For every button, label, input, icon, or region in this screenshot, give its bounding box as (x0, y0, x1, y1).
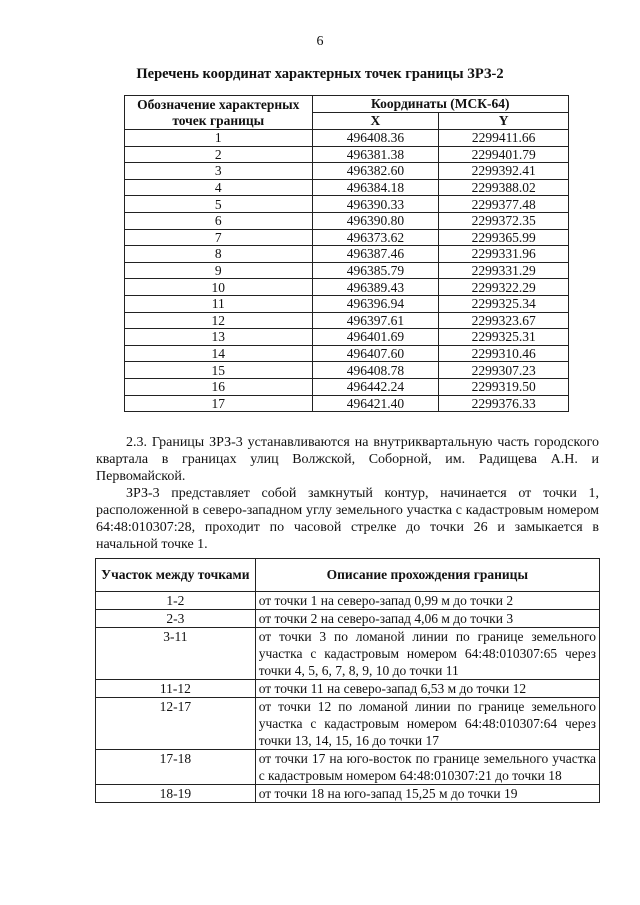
header-segment: Участок между точками (96, 559, 256, 592)
y-cell: 2299377.48 (439, 196, 569, 213)
point-cell: 7 (125, 229, 313, 246)
y-cell: 2299365.99 (439, 229, 569, 246)
table-row (125, 212, 569, 229)
table-row (125, 163, 569, 180)
x-cell: 496408.78 (312, 362, 439, 379)
table-row (96, 698, 600, 750)
point-cell: 6 (125, 212, 313, 229)
paragraph-zrz3-boundaries: 2.3. Границы ЗРЗ-3 устанавливаются на внутриквартальную часть городского квартала в границах улиц Волжской, Соборной, им. Радищева А.Н. и Первомайской. (96, 435, 599, 484)
segment-cell: 3-11 (96, 628, 256, 680)
y-cell: 2299372.35 (439, 212, 569, 229)
x-cell: 496382.60 (312, 163, 439, 180)
header-x: X (312, 113, 439, 130)
x-cell: 496421.40 (312, 395, 439, 412)
header-description: Описание прохождения границы (255, 559, 599, 592)
description-cell: от точки 3 по ломаной линии по границе земельного участка с кадастровым номером 64:48:010307:65 через точки 4, 5, 6, 7, 8, 9, 10 до точки 11 (255, 628, 599, 680)
y-cell: 2299392.41 (439, 163, 569, 180)
y-cell: 2299331.96 (439, 246, 569, 263)
table-row (125, 146, 569, 163)
description-cell: от точки 1 на северо-запад 0,99 м до точки 2 (255, 592, 599, 610)
table-row (96, 610, 600, 628)
x-cell: 496442.24 (312, 378, 439, 395)
point-cell: 3 (125, 163, 313, 180)
segment-cell: 11-12 (96, 680, 256, 698)
table-row (125, 345, 569, 362)
paragraph-zrz3-contour: ЗРЗ-3 представляет собой замкнутый контур, начинается от точки 1, расположенной в северо-западном углу земельного участка с кадастровым номером 64:48:010307:28, проходит по часовой стрелке до точки 26 и замыкается в начальной точке 1. (96, 486, 599, 552)
table-row (125, 179, 569, 196)
y-cell: 2299411.66 (439, 130, 569, 147)
coordinates-table-body (125, 130, 569, 412)
y-cell: 2299310.46 (439, 345, 569, 362)
x-cell: 496381.38 (312, 146, 439, 163)
table-row (125, 362, 569, 379)
point-cell: 2 (125, 146, 313, 163)
header-y: Y (439, 113, 569, 130)
table-row (125, 130, 569, 147)
table-row (96, 785, 600, 803)
x-cell: 496408.36 (312, 130, 439, 147)
segment-cell: 2-3 (96, 610, 256, 628)
x-cell: 496407.60 (312, 345, 439, 362)
point-cell: 1 (125, 130, 313, 147)
table-row (96, 680, 600, 698)
point-cell: 13 (125, 329, 313, 346)
x-cell: 496396.94 (312, 295, 439, 312)
segments-table-body (96, 592, 600, 803)
description-cell: от точки 2 на северо-запад 4,06 м до точки 3 (255, 610, 599, 628)
table-row (125, 279, 569, 296)
point-cell: 17 (125, 395, 313, 412)
x-cell: 496385.79 (312, 262, 439, 279)
segment-cell: 1-2 (96, 592, 256, 610)
coordinates-table (124, 95, 569, 412)
table-row (96, 628, 600, 680)
y-cell: 2299325.34 (439, 295, 569, 312)
y-cell: 2299331.29 (439, 262, 569, 279)
point-cell: 12 (125, 312, 313, 329)
table-row (125, 196, 569, 213)
segment-cell: 12-17 (96, 698, 256, 750)
y-cell: 2299401.79 (439, 146, 569, 163)
x-cell: 496390.80 (312, 212, 439, 229)
header-point: Обозначение характерных точек границы (125, 96, 313, 130)
boundary-segments-table (95, 558, 600, 803)
header-coordinates: Координаты (МСК-64) (312, 96, 568, 113)
x-cell: 496390.33 (312, 196, 439, 213)
x-cell: 496389.43 (312, 279, 439, 296)
table-row (125, 395, 569, 412)
x-cell: 496397.61 (312, 312, 439, 329)
point-cell: 10 (125, 279, 313, 296)
description-cell: от точки 18 на юго-запад 15,25 м до точки 19 (255, 785, 599, 803)
point-cell: 14 (125, 345, 313, 362)
coords-table-title: Перечень координат характерных точек границы ЗРЗ-2 (136, 66, 504, 82)
point-cell: 4 (125, 179, 313, 196)
table-row (125, 246, 569, 263)
table-row (125, 329, 569, 346)
table-row (125, 295, 569, 312)
point-cell: 9 (125, 262, 313, 279)
y-cell: 2299322.29 (439, 279, 569, 296)
x-cell: 496373.62 (312, 229, 439, 246)
table-row (125, 378, 569, 395)
table-row (125, 229, 569, 246)
page-number: 6 (316, 34, 324, 49)
x-cell: 496384.18 (312, 179, 439, 196)
y-cell: 2299376.33 (439, 395, 569, 412)
point-cell: 8 (125, 246, 313, 263)
description-cell: от точки 11 на северо-запад 6,53 м до точки 12 (255, 680, 599, 698)
y-cell: 2299307.23 (439, 362, 569, 379)
y-cell: 2299325.31 (439, 329, 569, 346)
point-cell: 16 (125, 378, 313, 395)
description-cell: от точки 12 по ломаной линии по границе земельного участка с кадастровым номером 64:48:010307:64 через точки 13, 14, 15, 16 до точки 17 (255, 698, 599, 750)
point-cell: 5 (125, 196, 313, 213)
y-cell: 2299388.02 (439, 179, 569, 196)
segment-cell: 17-18 (96, 750, 256, 785)
table-row (125, 312, 569, 329)
y-cell: 2299323.67 (439, 312, 569, 329)
description-cell: от точки 17 на юго-восток по границе земельного участка с кадастровым номером 64:48:010307:21 до точки 18 (255, 750, 599, 785)
x-cell: 496401.69 (312, 329, 439, 346)
y-cell: 2299319.50 (439, 378, 569, 395)
segment-cell: 18-19 (96, 785, 256, 803)
table-row (96, 592, 600, 610)
point-cell: 15 (125, 362, 313, 379)
table-row (125, 262, 569, 279)
point-cell: 11 (125, 295, 313, 312)
x-cell: 496387.46 (312, 246, 439, 263)
table-row (96, 750, 600, 785)
